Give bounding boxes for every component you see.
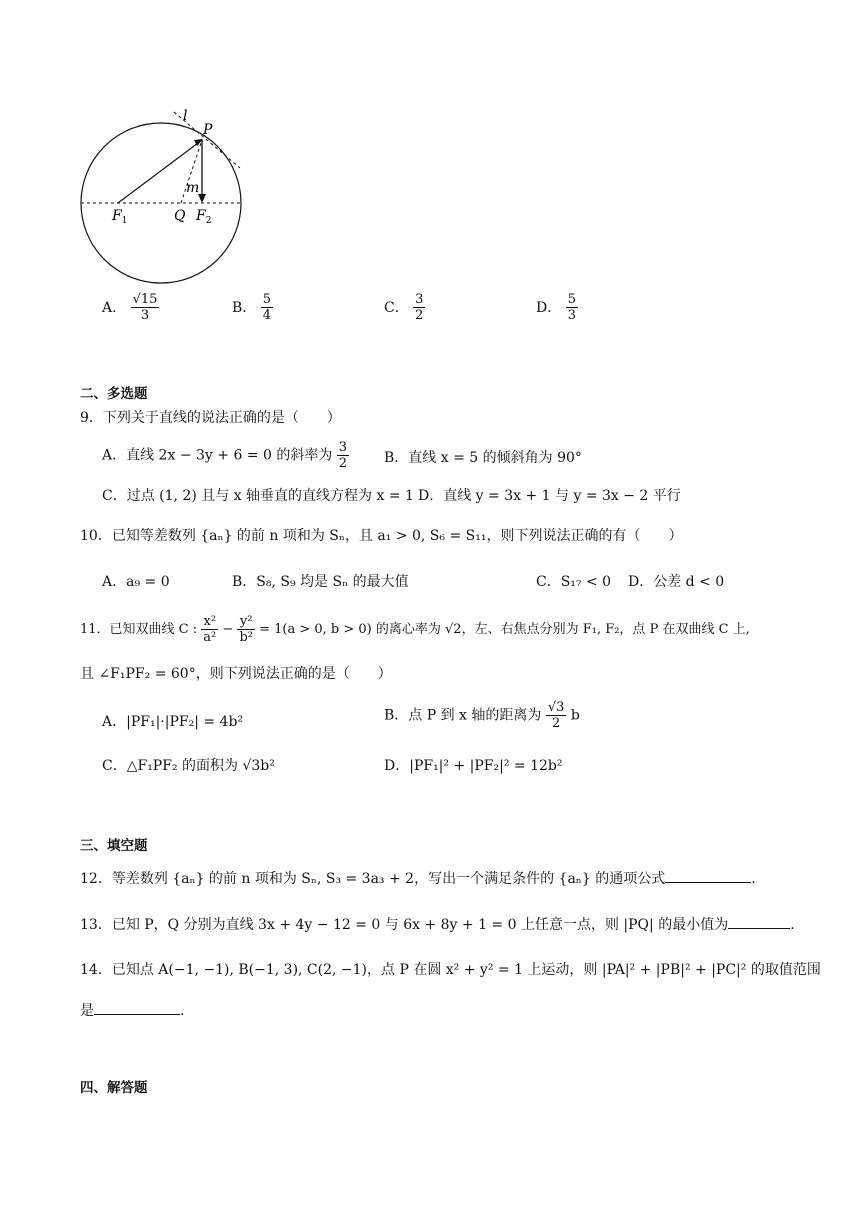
q11-option-c: C．△F₁PF₂ 的面积为 √3b² xyxy=(102,758,275,774)
q11-stem: 11．已知双曲线 C : $\frac{\text{x²}}{\text{a²}}$ − $\frac{\text{y²}}{\text{b²}}$ = 1(a > 0, b > 0) 的离心率为 √2，左、右焦点分别为 F₁, F₂，点 P 在双曲线 C 上, xyxy=(80,614,750,645)
q10-option-c: C．S₁₇ < 0 xyxy=(536,574,612,590)
q11-stem-line2: 且 ∠F₁PF₂ = 60°，则下列说法正确的是（ ） xyxy=(80,666,392,682)
q11-option-d: D．|PF₁|² + |PF₂|² = 12b² xyxy=(384,758,563,774)
q11-option-b: B．点 P 到 x 轴的距离为 $\frac{√3}{2}$ b xyxy=(384,700,580,731)
fraction: $\frac{\text{x²}}{\text{a²}}$ xyxy=(203,614,217,645)
q9-option-b: B．直线 x = 5 的倾斜角为 90° xyxy=(384,450,582,466)
q12: 12．等差数列 {aₙ} 的前 n 项和为 Sₙ, S₃ = 3a₃ + 2，写出一个满足条件的 {aₙ} 的通项公式 . xyxy=(80,868,756,889)
q10-option-d: D．公差 d < 0 xyxy=(628,574,725,590)
fraction: $\frac{√15}{3}$ xyxy=(132,292,158,323)
label-l: l xyxy=(183,108,188,124)
q9-option-d: D．直线 y = 3x + 1 与 y = 3x − 2 平行 xyxy=(418,488,681,504)
q14: 14．已知点 A(−1, −1), B(−1, 3), C(2, −1)，点 P 在圆 x² + y² = 1 上运动，则 |PA|² + |PB|² + |PC|² 的取值范围 xyxy=(80,962,821,978)
section-title-answer: 四、解答题 xyxy=(80,1080,148,1096)
q8-option-a xyxy=(102,292,159,323)
option-label: A． xyxy=(102,299,127,316)
section-title-fill-in: 三、填空题 xyxy=(80,838,148,854)
q10-stem: 10．已知等差数列 {aₙ} 的前 n 项和为 Sₙ，且 a₁ > 0, S₆ = S₁₁，则下列说法正确的有（ ） xyxy=(80,528,683,544)
q14-line2: 是 . xyxy=(80,1000,184,1021)
q8-option-b xyxy=(232,292,273,323)
q13: 13．已知 P，Q 分别为直线 3x + 4y − 12 = 0 与 6x + 8y + 1 = 0 上任意一点，则 |PQ| 的最小值为 . xyxy=(80,914,795,935)
option-label: B． xyxy=(232,299,257,316)
label-P: P xyxy=(203,122,213,138)
section-title-multiple-choice: 二、多选题 xyxy=(80,386,148,402)
fraction: $\frac{3}{2}$ xyxy=(338,440,348,471)
q11-option-a: A．|PF₁|·|PF₂| = 4b² xyxy=(102,714,244,730)
option-label: D． xyxy=(536,299,562,316)
label-Q: Q xyxy=(174,208,186,224)
q8-option-d xyxy=(536,292,578,323)
q10-option-a: A．a₉ = 0 xyxy=(102,574,170,590)
fraction: $\frac{3}{2}$ xyxy=(415,292,424,323)
fraction: $\frac{√3}{2}$ xyxy=(547,700,565,731)
answer-blank[interactable] xyxy=(94,1000,180,1015)
option-label: C． xyxy=(384,299,409,316)
fraction: $\frac{\text{y²}}{\text{b²}}$ xyxy=(239,614,253,645)
label-F2: $F_2$ xyxy=(196,208,212,226)
q9-option-c: C．过点 (1, 2) 且与 x 轴垂直的直线方程为 x = 1 xyxy=(102,488,414,504)
q9-option-a: A．直线 2x − 3y + 6 = 0 的斜率为 $\frac{3}{2}$ xyxy=(102,440,348,471)
answer-blank[interactable] xyxy=(728,914,790,929)
label-m: m xyxy=(186,180,200,196)
q8-option-c xyxy=(384,292,425,323)
q10-option-b: B．S₈, S₉ 均是 Sₙ 的最大值 xyxy=(232,574,409,590)
answer-blank[interactable] xyxy=(665,868,751,883)
fraction: $\frac{5}{4}$ xyxy=(262,292,272,323)
ellipse-circle-figure xyxy=(70,98,260,288)
q9-stem: 9．下列关于直线的说法正确的是（ ） xyxy=(80,410,341,426)
fraction: $\frac{5}{3}$ xyxy=(567,292,576,323)
label-F1: $F_1$ xyxy=(112,208,128,226)
